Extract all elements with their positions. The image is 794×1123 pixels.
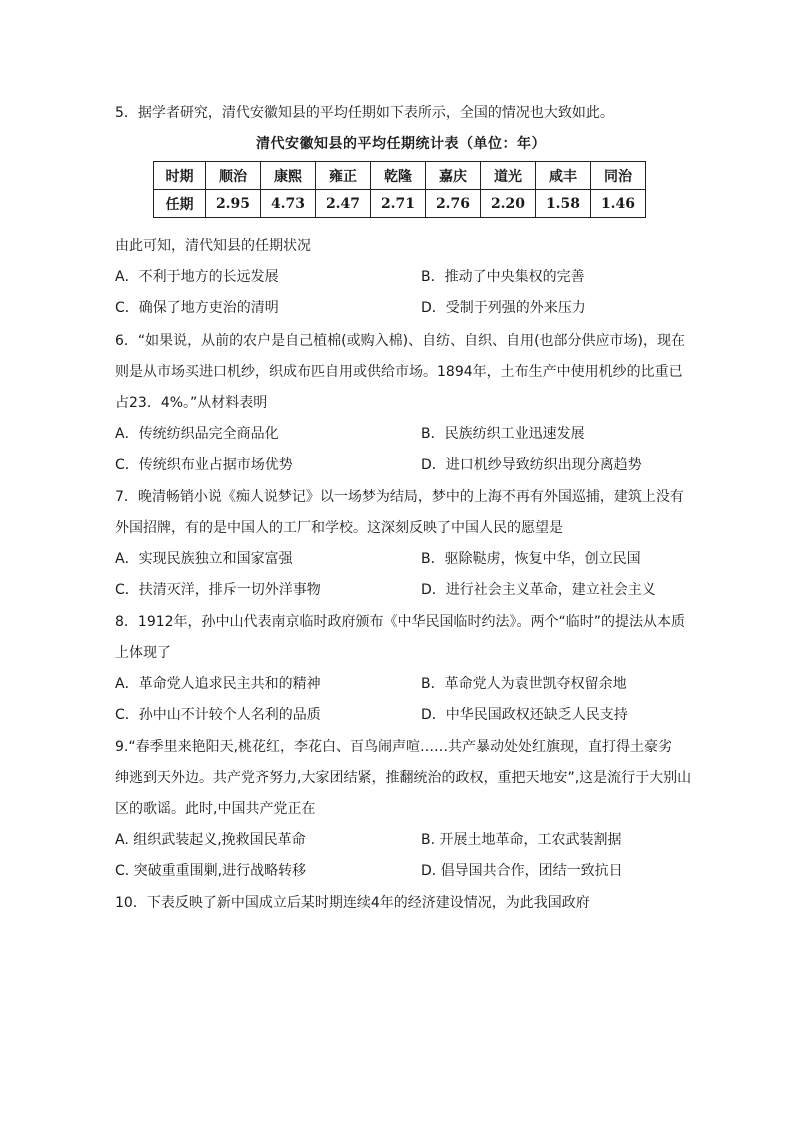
term-cell: 2.76 <box>426 190 481 218</box>
option-b[interactable]: B．推动了中央集权的完善 <box>421 269 585 285</box>
option-d[interactable]: D．进行社会主义革命，建立社会主义 <box>421 582 656 598</box>
period-cell: 雍正 <box>316 162 371 190</box>
option-b[interactable]: B．革命党人为袁世凯夺权留余地 <box>421 676 627 692</box>
question-9-line: 9.“春季里来艳阳天,桃花红，李花白、百鸟闹声喧……共产暴动处处红旗现，直打得土豪劣 <box>115 739 673 755</box>
question-10-stem: 10．下表反映了新中国成立后某时期连续4年的经济建设情况，为此我国政府 <box>115 895 590 911</box>
question-8-line: 上体现了 <box>115 645 171 661</box>
option-d[interactable]: D．进口机纱导致纺织出现分离趋势 <box>421 457 642 473</box>
question-9-line: 绅逃到天外边。共产党齐努力,大家团结紧，推翻统治的政权，重把天地安”,这是流行于大别山 <box>115 770 692 786</box>
option-c[interactable]: C．确保了地方吏治的清明 <box>115 300 279 316</box>
question-6-line: 占23．4%。”从材料表明 <box>115 395 268 411</box>
term-cell: 2.47 <box>316 190 371 218</box>
question-7-line: 外国招牌，有的是中国人的工厂和学校。这深刻反映了中国人民的愿望是 <box>115 520 563 536</box>
option-c[interactable]: C. 突破重重围剿,进行战略转移 <box>115 863 307 879</box>
option-b[interactable]: B．驱除鞑虏，恢复中华，创立民国 <box>421 551 641 567</box>
term-cell: 1.58 <box>536 190 591 218</box>
row-header-term: 任期 <box>154 190 206 218</box>
option-c[interactable]: C．扶清灭洋，排斥一切外洋事物 <box>115 582 321 598</box>
period-cell: 顺治 <box>206 162 261 190</box>
term-cell: 2.71 <box>371 190 426 218</box>
row-header-period: 时期 <box>154 162 206 190</box>
period-cell: 同治 <box>591 162 646 190</box>
period-cell: 康熙 <box>261 162 316 190</box>
term-cell: 2.95 <box>206 190 261 218</box>
period-cell: 乾隆 <box>371 162 426 190</box>
question-5-stem: 5．据学者研究，清代安徽知县的平均任期如下表所示，全国的情况也大致如此。 <box>115 105 614 121</box>
option-a[interactable]: A．革命党人追求民主共和的精神 <box>115 676 321 692</box>
option-c[interactable]: C．传统织布业占据市场优势 <box>115 457 293 473</box>
table-row <box>154 162 646 190</box>
option-a[interactable]: A．实现民族独立和国家富强 <box>115 551 293 567</box>
question-8-line: 8．1912年，孙中山代表南京临时政府颁布《中华民国临时约法》。两个“临时”的提法从本质 <box>115 614 686 630</box>
option-c[interactable]: C．孙中山不计较个人名利的品质 <box>115 707 321 723</box>
question-7-line: 7．晚清畅销小说《痴人说梦记》以一场梦为结局，梦中的上海不再有外国巡捕，建筑上没有 <box>115 489 684 505</box>
option-d[interactable]: D．受制于列强的外来压力 <box>421 300 586 316</box>
table-title: 清代安徽知县的平均任期统计表（单位：年） <box>256 136 546 152</box>
question-6-line: 则是从市场买进口机纱，织成布匹自用或供给市场。1894年，土布生产中使用机纱的比重已 <box>115 364 683 380</box>
table-row <box>154 190 646 218</box>
term-cell: 2.20 <box>481 190 536 218</box>
option-b[interactable]: B．民族纺织工业迅速发展 <box>421 426 585 442</box>
period-cell: 咸丰 <box>536 162 591 190</box>
option-d[interactable]: D. 倡导国共合作，团结一致抗日 <box>421 863 623 879</box>
option-a[interactable]: A．传统纺织品完全商品化 <box>115 426 279 442</box>
period-cell: 嘉庆 <box>426 162 481 190</box>
option-b[interactable]: B. 开展土地革命，工农武装割据 <box>421 832 622 848</box>
tenure-table <box>153 161 646 218</box>
term-cell: 1.46 <box>591 190 646 218</box>
term-cell: 4.73 <box>261 190 316 218</box>
period-cell: 道光 <box>481 162 536 190</box>
option-a[interactable]: A．不利于地方的长远发展 <box>115 269 279 285</box>
question-6-line: 6．“如果说，从前的农户是自己植棉(或购入棉)、自纺、自织、自用(也部分供应市场)，现在 <box>115 333 686 349</box>
option-a[interactable]: A. 组织武装起义,挽救国民革命 <box>115 832 306 848</box>
question-5-question: 由此可知，清代知县的任期状况 <box>115 238 311 254</box>
option-d[interactable]: D．中华民国政权还缺乏人民支持 <box>421 707 628 723</box>
question-9-line: 区的歌谣。此时,中国共产党正在 <box>115 801 316 817</box>
